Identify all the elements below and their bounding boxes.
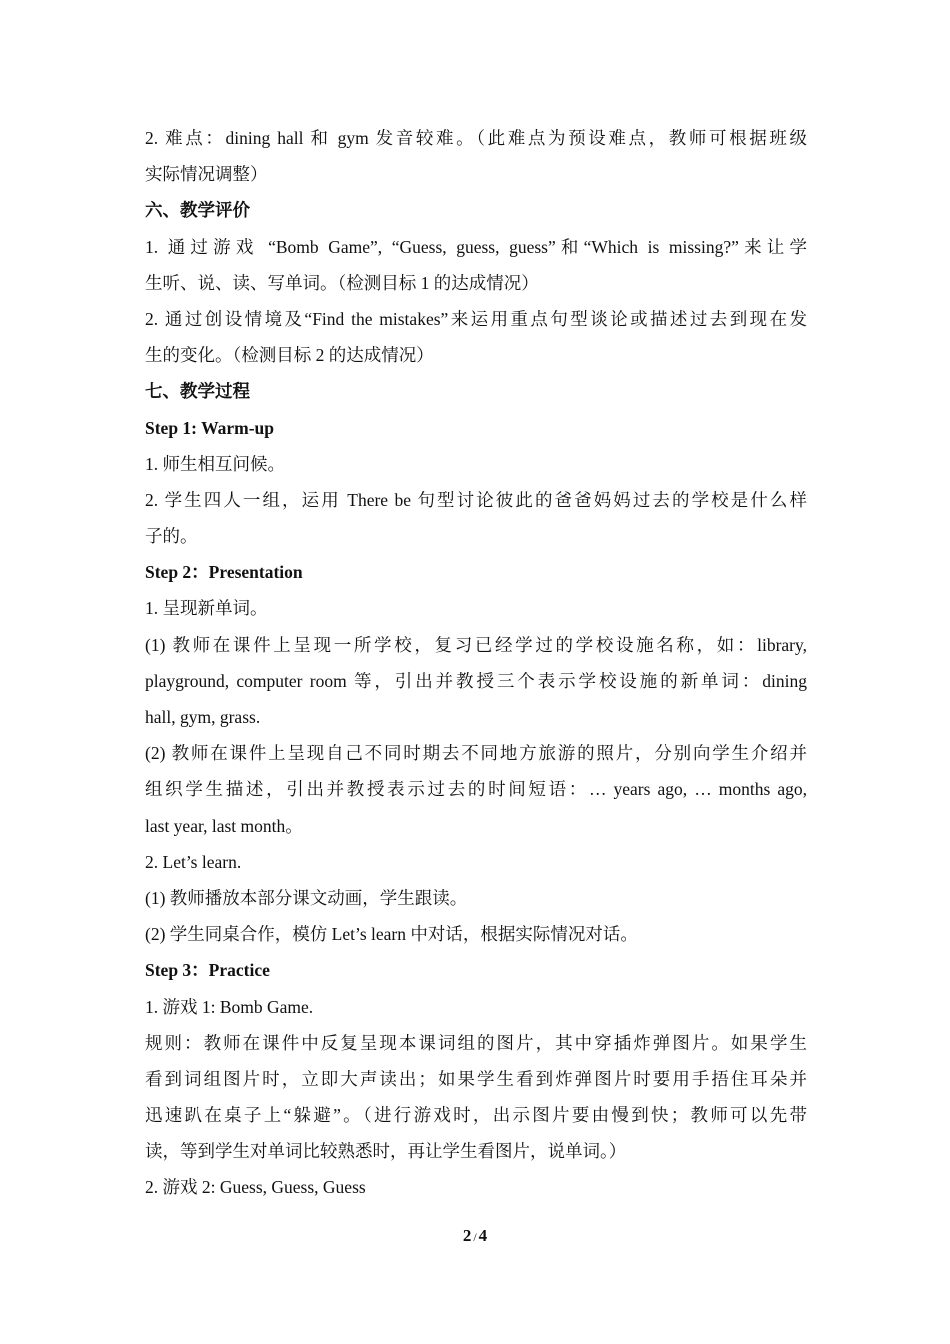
section-heading: Step 1: Warm-up [145,417,274,438]
page-number [0,1226,950,1246]
text-line: 实际情况调整） [145,164,268,185]
section-heading: Step 2：Presentation [145,562,303,583]
text-line: last year, last month。 [145,815,303,836]
text-line: 生听、说、读、写单词。（检测目标 1 的达成情况） [145,272,539,293]
text-line: 1. 游戏 1: Bomb Game. [145,996,314,1017]
text-line: 读，等到学生对单词比较熟悉时，再让学生看图片，说单词。） [145,1141,627,1162]
section-heading: 六、教学评价 [145,200,250,221]
text-line: 规则：教师在课件中反复呈现本课词组的图片，其中穿插炸弹图片。如果学生 [145,1032,807,1053]
text-line: (2) 教师在课件上呈现自己不同时期去不同地方旅游的照片，分别向学生介绍并 [145,743,807,764]
section-heading: Step 3：Practice [145,960,270,981]
text-line: 1. 呈现新单词。 [145,598,268,619]
text-line: playground, computer room 等，引出并教授三个表示学校设施的新单词：dining [145,670,807,691]
text-line: 2. 通过创设情境及“Find the mistakes”来运用重点句型谈论或描述过去到现在发 [145,308,807,329]
text-line: (1) 教师在课件上呈现一所学校，复习已经学过的学校设施名称，如：library, [145,634,807,655]
text-line: 2. 游戏 2: Guess, Guess, Guess [145,1177,366,1198]
page-separator: / [473,1230,477,1244]
text-line: 看到词组图片时，立即大声读出；如果学生看到炸弹图片时要用手捂住耳朵并 [145,1068,807,1089]
text-line: (1) 教师播放本部分课文动画，学生跟读。 [145,887,468,908]
text-line: 子的。 [145,526,198,547]
document-body [145,120,807,1206]
text-line: (2) 学生同桌合作，模仿 Let’s learn 中对话，根据实际情况对话。 [145,924,638,945]
text-line: 迅速趴在桌子上“躲避”。（进行游戏时，出示图片要由慢到快；教师可以先带 [145,1105,807,1126]
section-heading: 七、教学过程 [145,381,250,402]
page-total: 4 [478,1226,488,1245]
text-line: 1. 通过游戏 “Bomb Game”, “Guess, guess, guess”和“Which is missing?”来让学 [145,236,807,257]
page-current: 2 [462,1226,472,1245]
text-line: 生的变化。（检测目标 2 的达成情况） [145,345,434,366]
text-line: 2. Let’s learn. [145,851,242,872]
text-line: hall, gym, grass. [145,707,261,727]
text-line: 2. 学生四人一组，运用 There be 句型讨论彼此的爸爸妈妈过去的学校是什么样 [145,489,807,510]
text-line: 组织学生描述，引出并教授表示过去的时间短语：… years ago, … months ago, [145,779,807,800]
text-line: 2. 难点：dining hall 和 gym 发音较难。（此难点为预设难点，教师可根据班级 [145,128,807,148]
text-line: 1. 师生相互问候。 [145,453,285,474]
